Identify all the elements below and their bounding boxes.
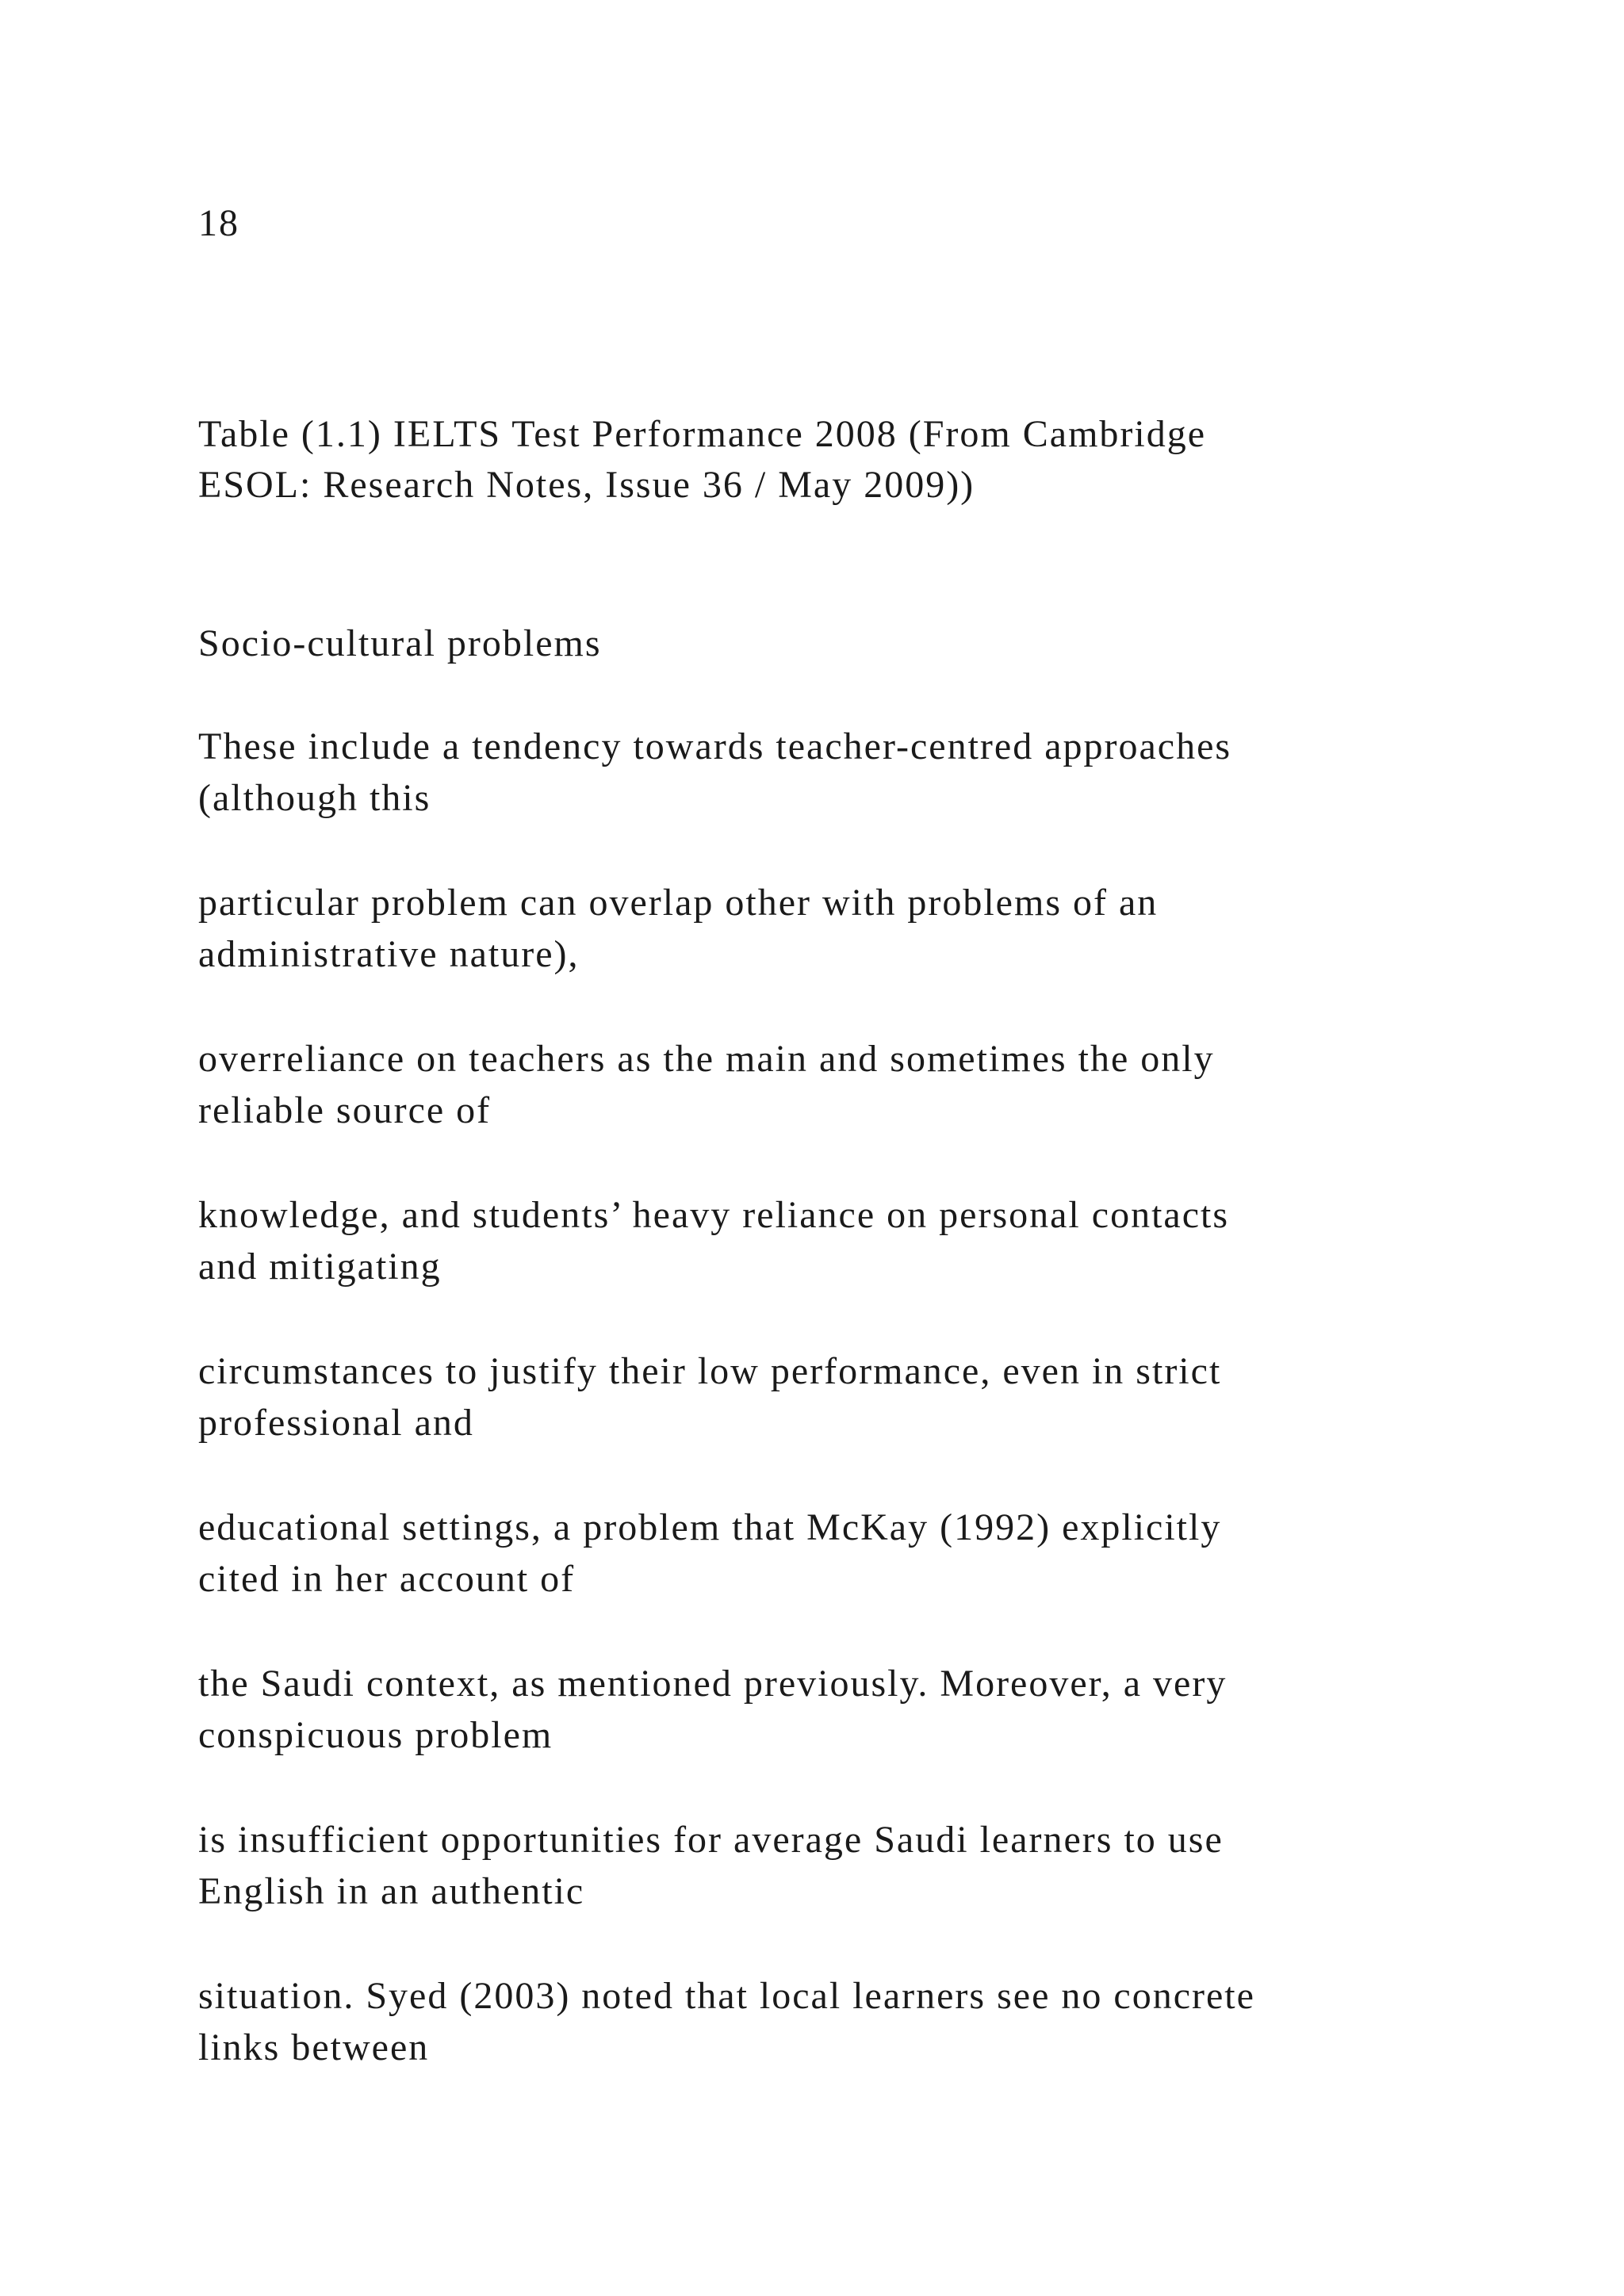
paragraph-1-line-2: (although this bbox=[198, 777, 431, 819]
paragraph-9-line-2: links between bbox=[198, 2026, 430, 2068]
page-number: 18 bbox=[198, 202, 239, 244]
paragraph-7-line-1: the Saudi context, as mentioned previously. Moreover, a very bbox=[198, 1663, 1228, 1705]
paragraph-4-line-1: knowledge, and students’ heavy reliance on personal contacts bbox=[198, 1194, 1230, 1236]
section-heading: Socio-cultural problems bbox=[198, 622, 602, 664]
paragraph-1-line-1: These include a tendency towards teacher-centred approaches bbox=[198, 725, 1232, 767]
table-caption-line-2: ESOL: Research Notes, Issue 36 / May 2009)) bbox=[198, 464, 975, 506]
paragraph-8-line-1: is insufficient opportunities for average Saudi learners to use bbox=[198, 1819, 1224, 1861]
table-caption-line-1: Table (1.1) IELTS Test Performance 2008 (From Cambridge bbox=[198, 413, 1207, 455]
paragraph-6-line-1: educational settings, a problem that McKay (1992) explicitly bbox=[198, 1506, 1222, 1548]
paragraph-6-line-2: cited in her account of bbox=[198, 1558, 576, 1600]
paragraph-9-line-1: situation. Syed (2003) noted that local learners see no concrete bbox=[198, 1975, 1255, 2017]
paragraph-2-line-2: administrative nature), bbox=[198, 933, 580, 975]
paragraph-7-line-2: conspicuous problem bbox=[198, 1714, 553, 1756]
paragraph-3-line-1: overreliance on teachers as the main and sometimes the only bbox=[198, 1038, 1215, 1080]
paragraph-2-line-1: particular problem can overlap other with problems of an bbox=[198, 882, 1159, 924]
paragraph-4-line-2: and mitigating bbox=[198, 1246, 442, 1288]
paragraph-8-line-2: English in an authentic bbox=[198, 1870, 585, 1912]
paragraph-5-line-1: circumstances to justify their low performance, even in strict bbox=[198, 1350, 1222, 1392]
paragraph-5-line-2: professional and bbox=[198, 1402, 474, 1444]
paragraph-3-line-2: reliable source of bbox=[198, 1089, 492, 1131]
